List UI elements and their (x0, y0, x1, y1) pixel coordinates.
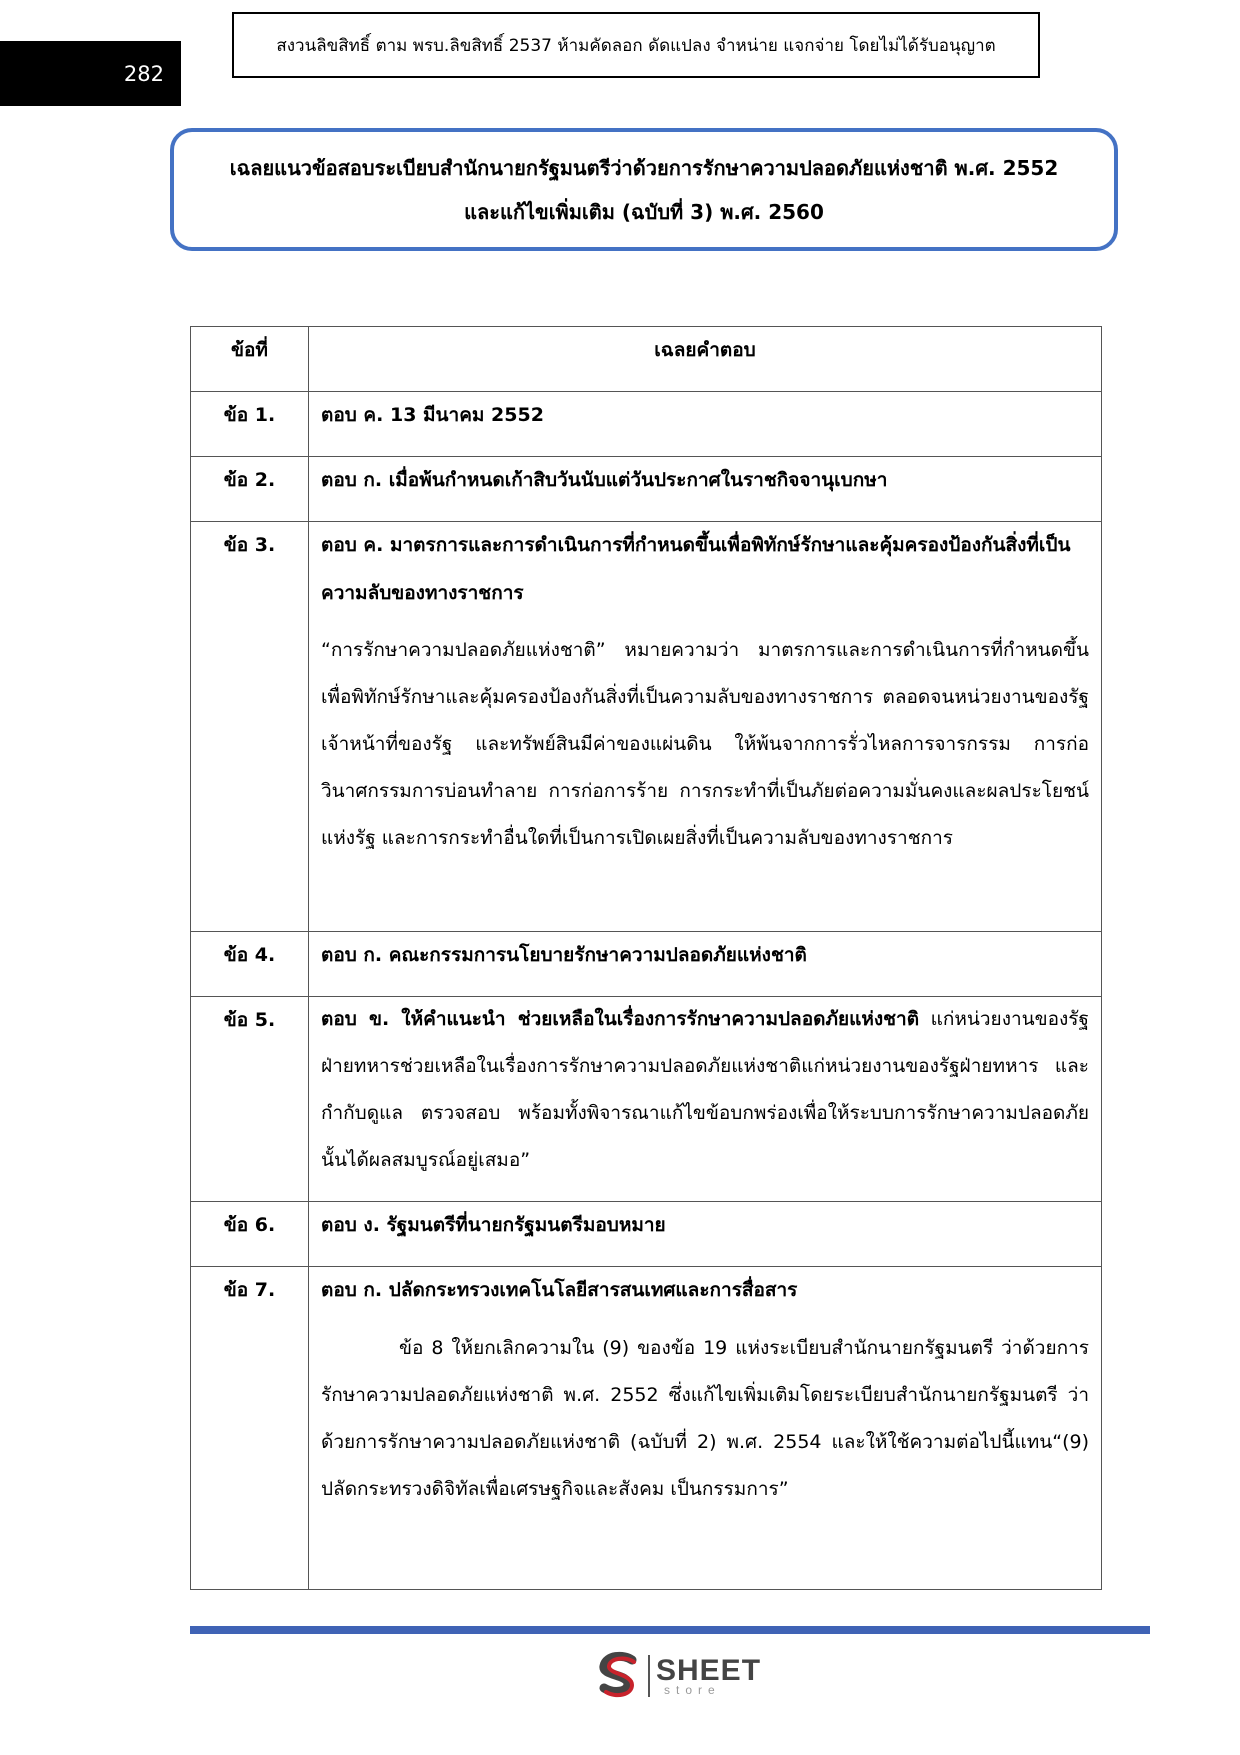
sheet-logo-icon (594, 1650, 644, 1702)
answer-explanation: ข้อ 8 ให้ยกเลิกความใน (9) ของข้อ 19 แห่งระเบียบสำนักนายกรัฐมนตรี ว่าด้วยการรักษาความปลอดภัยแห่งชาติ พ.ศ. 2552 ซึ่งแก้ไขเพิ่มเติมโดยระเบียบสำนักนายกรัฐมนตรี ว่าด้วยการรักษาความปลอดภัยแห่งชาติ (ฉบับที่ 2) พ.ศ. 2554 และให้ใช้ความต่อไปนี้แทน“(9) ปลัดกระทรวงดิจิทัลเพื่อเศรษฐกิจและสังคม เป็นกรรมการ” (321, 1337, 1089, 1500)
item-number: ข้อ 7. (191, 1267, 309, 1590)
answer-cell (309, 457, 1102, 522)
answer-explanation: แก่หน่วยงานของรัฐฝ่ายทหารช่วยเหลือในเรื่องการรักษาความปลอดภัยแห่งชาติแก่หน่วยงานของรัฐฝ่ายทหาร และกำกับดูแล ตรวจสอบ พร้อมทั้งพิจารณาแก้ไขข้อบกพร่องเพื่อให้ระบบการรักษาความปลอดภัยนั้นได้ผลสมบูรณ์อยู่เสมอ” (321, 1008, 1089, 1171)
table-header-row (191, 327, 1102, 392)
answer-cell (309, 1267, 1102, 1590)
item-number: ข้อ 2. (191, 457, 309, 522)
table-row (191, 997, 1102, 1202)
logo-divider (648, 1655, 650, 1697)
item-number: ข้อ 5. (191, 997, 309, 1202)
header-answer: เฉลยคำตอบ (309, 327, 1102, 392)
answer-paragraph (321, 996, 1089, 1184)
title-line-1: เฉลยแนวข้อสอบระเบียบสำนักนายกรัฐมนตรีว่าด้วยการรักษาความปลอดภัยแห่งชาติ พ.ศ. 2552 (229, 155, 1059, 180)
table-row (191, 457, 1102, 522)
answer-table (190, 326, 1102, 1590)
logo-word: SHEET (656, 1654, 762, 1687)
table-row (191, 392, 1102, 457)
item-number: ข้อ 6. (191, 1202, 309, 1267)
logo-subword: store (664, 1683, 721, 1697)
table-row (191, 1202, 1102, 1267)
answer-text: ตอบ ค. มาตรการและการดำเนินการที่กำหนดขึ้นเพื่อพิทักษ์รักษาและคุ้มครองป้องกันสิ่งที่เป็นความลับของทางราชการ (321, 534, 1071, 604)
answer-cell (309, 932, 1102, 997)
copyright-text: สงวนลิขสิทธิ์ ตาม พรบ.ลิขสิทธิ์ 2537 ห้ามคัดลอก ดัดแปลง จำหน่าย แจกจ่าย โดยไม่ได้รับอนุญาต (276, 35, 996, 56)
answer-text: ตอบ ก. ปลัดกระทรวงเทคโนโลยีสารสนเทศและการสื่อสาร (321, 1279, 798, 1301)
answer-text: ตอบ ง. รัฐมนตรีที่นายกรัฐมนตรีมอบหมาย (321, 1214, 666, 1236)
logo-text-block (656, 1656, 761, 1696)
title-line-2: และแก้ไขเพิ่มเติม (ฉบับที่ 3) พ.ศ. 2560 (464, 199, 824, 224)
answer-cell (309, 522, 1102, 932)
item-number: ข้อ 3. (191, 522, 309, 932)
table-row (191, 522, 1102, 932)
footer-divider (190, 1626, 1150, 1634)
sheet-store-logo (594, 1650, 764, 1702)
answer-text: ตอบ ก. คณะกรรมการนโยบายรักษาความปลอดภัยแห่งชาติ (321, 944, 807, 966)
copyright-notice (232, 12, 1040, 78)
item-number: ข้อ 1. (191, 392, 309, 457)
answer-cell (309, 392, 1102, 457)
answer-cell (309, 997, 1102, 1202)
header-item-no: ข้อที่ (191, 327, 309, 392)
answer-text: ตอบ ค. 13 มีนาคม 2552 (321, 404, 544, 426)
item-number: ข้อ 4. (191, 932, 309, 997)
document-title (170, 128, 1118, 251)
answer-cell (309, 1202, 1102, 1267)
answer-explanation: “การรักษาความปลอดภัยแห่งชาติ” หมายความว่า มาตรการและการดำเนินการที่กำหนดขึ้นเพื่อพิทักษ์รักษาและคุ้มครองป้องกันสิ่งที่เป็นความลับของทางราชการ ตลอดจนหน่วยงานของรัฐ เจ้าหน้าที่ของรัฐ และทรัพย์สินมีค่าของแผ่นดิน ให้พ้นจากการรั่วไหลการจารกรรม การก่อวินาศกรรมการบ่อนทำลาย การก่อการร้าย การกระทำที่เป็นภัยต่อความมั่นคงและผลประโยชน์แห่งรัฐ และการกระทำอื่นใดที่เป็นการเปิดเผยสิ่งที่เป็นความลับของทางราชการ (321, 639, 1089, 849)
answer-text: ตอบ ก. เมื่อพ้นกำหนดเก้าสิบวันนับแต่วันประกาศในราชกิจจานุเบกษา (321, 469, 888, 491)
table-row (191, 1267, 1102, 1590)
table-row (191, 932, 1102, 997)
page-number (0, 41, 181, 106)
page-number-text: 282 (123, 61, 164, 86)
answer-text: ตอบ ข. ให้คำแนะนำ ช่วยเหลือในเรื่องการรักษาความปลอดภัยแห่งชาติ (321, 1008, 920, 1030)
